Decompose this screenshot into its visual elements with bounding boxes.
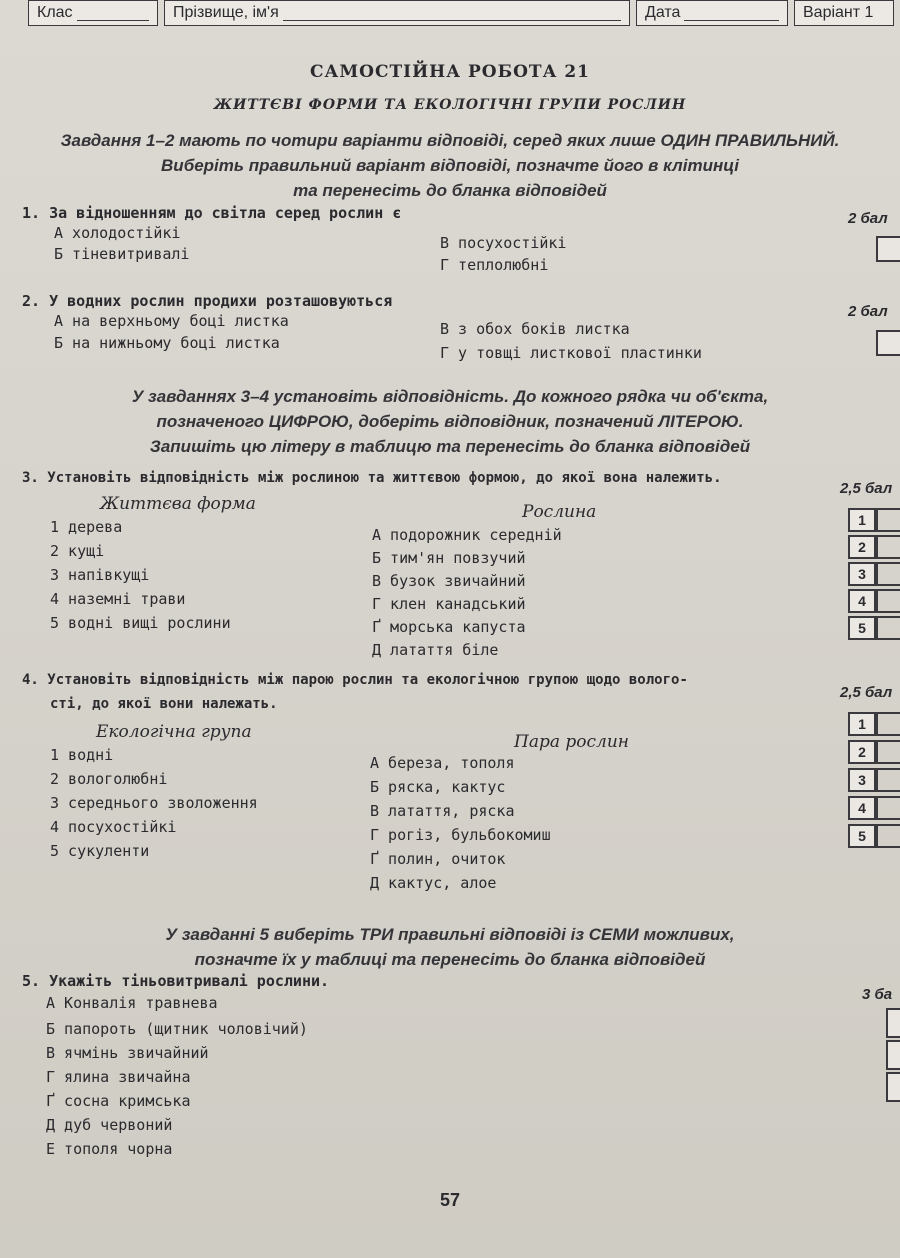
match-left-item: 3 середнього зволоження	[50, 794, 258, 812]
question-2-points: 2 бал	[848, 303, 888, 320]
class-field[interactable]	[28, 0, 158, 26]
match-left-item: 1 водні	[50, 746, 114, 764]
match-left-item: 2 кущі	[50, 542, 105, 560]
answer-cell-3[interactable]: 3	[848, 768, 876, 792]
answer-box-q5-1[interactable]	[886, 1008, 900, 1038]
answer-box-q5-3[interactable]	[886, 1072, 900, 1102]
eco-group-header: Екологічна група	[96, 722, 252, 742]
plant-pair-header: Пара рослин	[514, 732, 629, 752]
answer-cell-2[interactable]: 2	[848, 535, 876, 559]
date-label: Дата	[645, 4, 681, 21]
question-5-points: 3 ба	[862, 986, 893, 1003]
instruction-line: У завданнях 3–4 установіть відповідність. До кожного рядка чи об'єкта,	[131, 387, 769, 406]
match-right-item: А подорожник середній	[372, 526, 562, 544]
instruction-line: У завданні 5 виберіть ТРИ правильні відповіді із СЕМИ можливих,	[165, 925, 735, 944]
match-right-item: Г рогіз, бульбокомиш	[370, 826, 551, 844]
match-right-item: В бузок звичайний	[372, 572, 526, 590]
name-label: Прізвище, ім'я	[173, 4, 279, 21]
match-right-item: В латаття, ряска	[370, 802, 515, 820]
date-field[interactable]	[636, 0, 788, 26]
option-g[interactable]: Г теплолюбні	[440, 256, 549, 274]
option-item[interactable]: Ґ сосна кримська	[46, 1092, 191, 1110]
answer-cell-1[interactable]: 1	[848, 508, 876, 532]
option-a[interactable]: А на верхньому боці листка	[54, 312, 289, 330]
instruction-line: позначте їх у таблиці та перенесіть до бланка відповідей	[194, 950, 706, 969]
match-right-item: Ґ морська капуста	[372, 618, 526, 636]
match-left-item: 4 наземні трави	[50, 590, 186, 608]
class-label: Клас	[37, 4, 73, 21]
answer-cell-1[interactable]: 1	[848, 712, 876, 736]
page-subtitle: ЖИТТЄВІ ФОРМИ ТА ЕКОЛОГІЧНІ ГРУПИ РОСЛИН	[213, 97, 687, 113]
option-b[interactable]: Б тіневитривалі	[54, 245, 190, 263]
question-3: 3. Установіть відповідність між рослиною та життєвою формою, до якої вона належить.	[22, 470, 722, 486]
header-strip	[28, 0, 900, 30]
option-a[interactable]: А холодостійкі	[54, 224, 181, 242]
match-left-item: 2 вологолюбні	[50, 770, 168, 788]
page-title: САМОСТІЙНА РОБОТА 21	[309, 62, 591, 82]
option-v[interactable]: В посухостійкі	[440, 234, 567, 252]
answer-cell-4[interactable]: 4	[848, 589, 876, 613]
question-3-points: 2,5 бал	[840, 480, 893, 497]
instruction-line: Завдання 1–2 мають по чотири варіанти відповіді, серед яких лише ОДИН ПРАВИЛЬНИЙ.	[60, 131, 840, 150]
instruction-block-2	[0, 384, 900, 459]
name-field[interactable]	[164, 0, 630, 26]
question-1-points: 2 бал	[848, 210, 888, 227]
answer-box-q5-2[interactable]	[886, 1040, 900, 1070]
option-v[interactable]: В з обох боків листка	[440, 320, 630, 338]
match-right-item: Б ряска, кактус	[370, 778, 506, 796]
life-form-header: Життєва форма	[100, 494, 256, 514]
variant-label: Варіант 1	[794, 0, 894, 26]
answer-box-q2[interactable]	[876, 330, 900, 356]
match-left-item: 4 посухостійкі	[50, 818, 177, 836]
question-5: 5. Укажіть тіньовитривалі рослини.	[22, 972, 330, 990]
option-g[interactable]: Г у товщі листкової пластинки	[440, 344, 702, 362]
match-right-item: Д латаття біле	[372, 641, 499, 659]
option-item[interactable]: А Конвалія травнева	[46, 994, 218, 1012]
instruction-line: Запишіть цю літеру в таблицю та перенесіть до бланка відповідей	[149, 437, 751, 456]
question-4-line-2: сті, до якої вони належать.	[50, 696, 278, 712]
match-right-item: А береза, тополя	[370, 754, 515, 772]
match-left-item: 5 водні вищі рослини	[50, 614, 231, 632]
match-left-item: 1 дерева	[50, 518, 123, 536]
option-item[interactable]: Б папороть (щитник чоловічий)	[46, 1020, 308, 1038]
page-number: 57	[439, 1190, 461, 1210]
answer-cell-5[interactable]: 5	[848, 616, 876, 640]
plant-header: Рослина	[522, 502, 597, 522]
answer-cell-4[interactable]: 4	[848, 796, 876, 820]
answer-cell-3[interactable]: 3	[848, 562, 876, 586]
option-b[interactable]: Б на нижньому боці листка	[54, 334, 280, 352]
match-left-item: 3 напівкущі	[50, 566, 150, 584]
match-right-item: Ґ полин, очиток	[370, 850, 506, 868]
match-right-item: Д кактус, алое	[370, 874, 497, 892]
match-left-item: 5 сукуленти	[50, 842, 150, 860]
match-right-item: Г клен канадський	[372, 595, 526, 613]
option-item[interactable]: Е тополя чорна	[46, 1140, 173, 1158]
question-2: 2. У водних рослин продихи розташовуються	[22, 292, 393, 310]
option-item[interactable]: Д дуб червоний	[46, 1116, 173, 1134]
instruction-line: Виберіть правильний варіант відповіді, позначте його в клітинці	[161, 156, 739, 175]
match-right-item: Б тим'ян повзучий	[372, 549, 526, 567]
answer-cell-5[interactable]: 5	[848, 824, 876, 848]
instruction-block-1	[0, 128, 900, 203]
instruction-line: позначеного ЦИФРОЮ, доберіть відповідник, позначений ЛІТЕРОЮ.	[156, 412, 744, 431]
question-1: 1. За відношенням до світла серед рослин є	[22, 204, 402, 222]
question-4-points: 2,5 бал	[840, 684, 893, 701]
option-item[interactable]: Г ялина звичайна	[46, 1068, 191, 1086]
option-item[interactable]: В ячмінь звичайний	[46, 1044, 209, 1062]
answer-cell-2[interactable]: 2	[848, 740, 876, 764]
instruction-block-3	[0, 922, 900, 972]
question-4-line-1: 4. Установіть відповідність між парою рослин та екологічною групою щодо волого-	[22, 672, 688, 688]
answer-box-q1[interactable]	[876, 236, 900, 262]
instruction-line: та перенесіть до бланка відповідей	[293, 181, 607, 200]
